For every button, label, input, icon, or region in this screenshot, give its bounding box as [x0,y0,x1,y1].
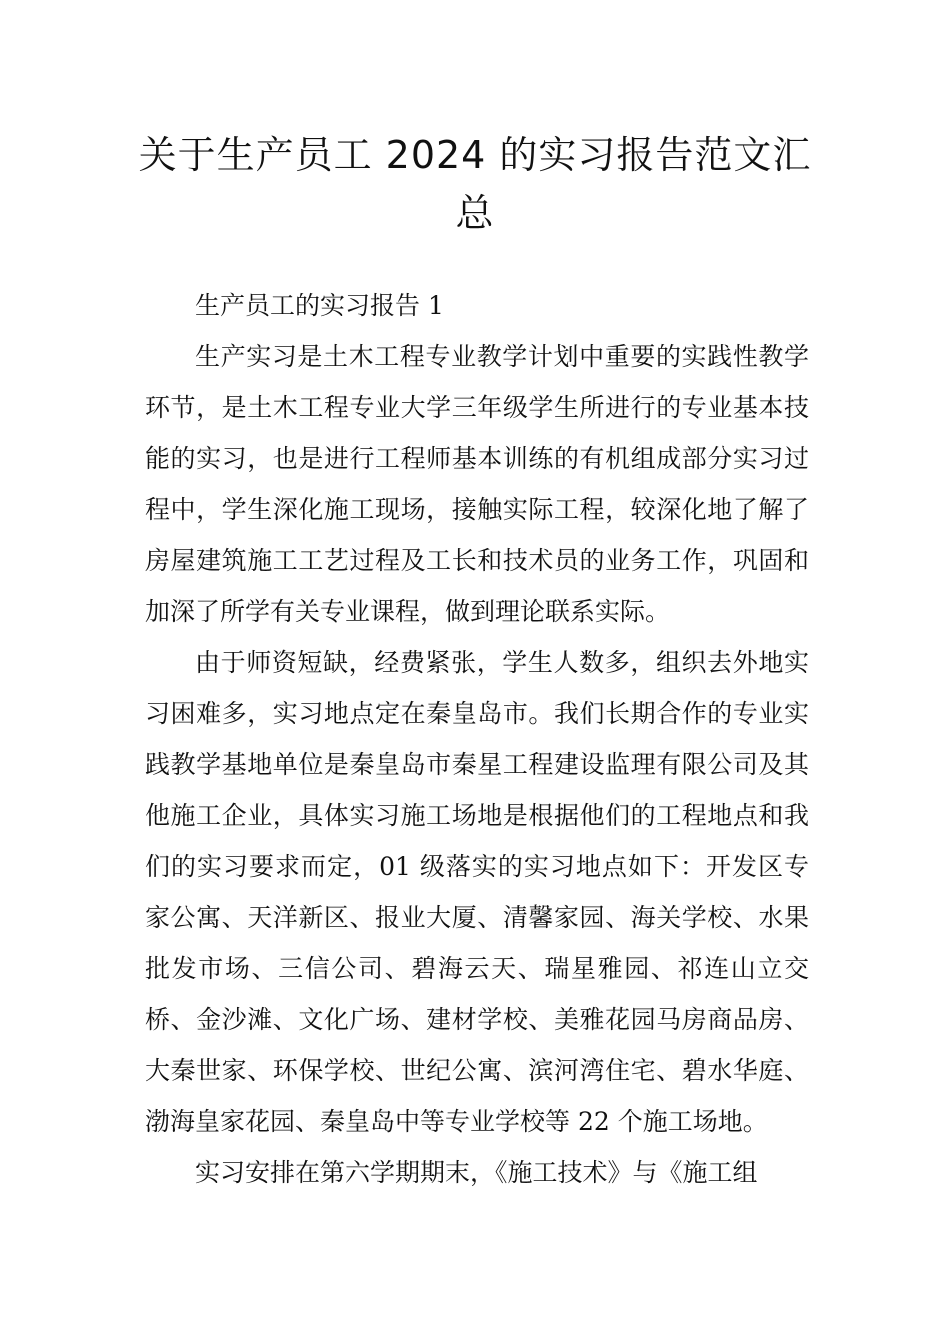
title-line-2: 总 [455,191,495,235]
section-heading: 生产员工的实习报告 1 [195,291,444,320]
title-line-1: 关于生产员工 2024 的实习报告范文汇 [138,133,812,177]
document-body [145,280,809,1198]
document-title [120,126,830,242]
paragraph-3: 实习安排在第六学期期末，《施工技术》与《施工组 [195,1158,758,1187]
paragraph-2: 由于师资短缺，经费紧张，学生人数多，组织去外地实习困难多，实习地点定在秦皇岛市。我们长期合作的专业实践教学基地单位是秦皇岛市秦星工程建设监理有限公司及其他施工企业，具体实习施工场地是根据他们的工程地点和我们的实习要求而定，01 级落实的实习地点如下：开发区专家公寓、天洋新区、报业大厦、清馨家园、海关学校、水果批发市场、三信公司、碧海云天、瑞星雅园、祁连山立交桥、金沙滩、文化广场、建材学校、美雅花园马房商品房、大秦世家、环保学校、世纪公寓、滨河湾住宅、碧水华庭、渤海皇家花园、秦皇岛中等专业学校等 22 个施工场地。 [145,648,809,1136]
paragraph-1: 生产实习是土木工程专业教学计划中重要的实践性教学环节，是土木工程专业大学三年级学生所进行的专业基本技能的实习，也是进行工程师基本训练的有机组成部分实习过程中，学生深化施工现场，接触实际工程，较深化地了解了房屋建筑施工工艺过程及工长和技术员的业务工作，巩固和加深了所学有关专业课程，做到理论联系实际。 [145,342,809,626]
